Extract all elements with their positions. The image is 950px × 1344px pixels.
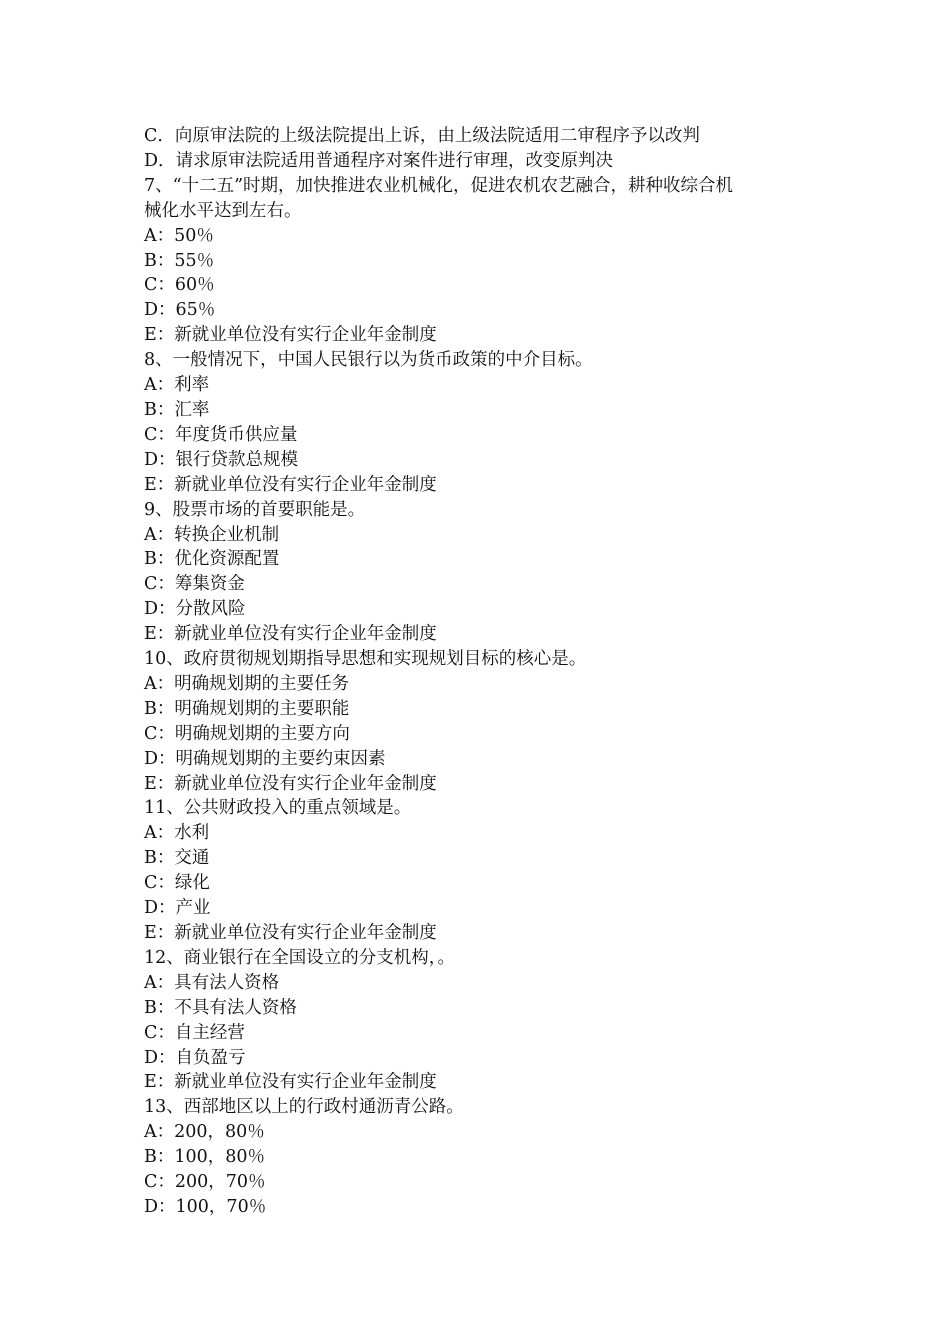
option-line: D：分散风险	[144, 599, 246, 620]
document-body	[144, 124, 814, 1220]
option-line: D：65％	[144, 300, 216, 321]
option-line: A：水利	[144, 823, 210, 844]
option-line: B：100，80％	[144, 1147, 266, 1168]
option-line: C：绿化	[144, 873, 210, 894]
question-line: 12、商业银行在全国设立的分支机构，。	[144, 947, 456, 968]
question-line: 械化水平达到左右。	[144, 200, 302, 221]
option-line: C．向原审法院的上级法院提出上诉，由上级法院适用二审程序予以改判	[144, 126, 700, 146]
option-line: E：新就业单位没有实行企业年金制度	[144, 1072, 437, 1093]
question-line: 8、一般情况下，中国人民银行以为货币政策的中介目标。	[144, 350, 593, 371]
option-line: E：新就业单位没有实行企业年金制度	[144, 624, 437, 645]
option-line: C：自主经营	[144, 1022, 245, 1043]
option-line: C：年度货币供应量	[144, 424, 298, 445]
option-line: C：筹集资金	[144, 574, 245, 595]
option-line: D：产业	[144, 898, 211, 919]
option-line: D．请求原审法院适用普通程序对案件进行审理，改变原判决	[144, 150, 614, 171]
option-line: B：优化资源配置	[144, 549, 280, 570]
option-line: A：明确规划期的主要任务	[144, 673, 350, 694]
option-line: D：银行贷款总规模	[144, 449, 299, 470]
question-line: 7、“十二五”时期，加快推进农业机械化，促进农机农艺融合，耕种收综合机	[144, 175, 734, 196]
option-line: D：自负盈亏	[144, 1047, 246, 1068]
option-line: D：明确规划期的主要约束因素	[144, 748, 386, 769]
option-line: E：新就业单位没有实行企业年金制度	[144, 773, 437, 794]
option-line: A：200，80％	[144, 1122, 265, 1143]
question-line: 11、公共财政投入的重点领域是。	[144, 798, 412, 819]
option-line: B：交通	[144, 848, 210, 869]
option-line: C：60％	[144, 275, 215, 296]
option-line: D：100，70％	[144, 1196, 267, 1217]
option-line: B：汇率	[144, 399, 210, 420]
option-line: C：明确规划期的主要方向	[144, 723, 350, 744]
question-line: 13、西部地区以上的行政村通沥青公路。	[144, 1097, 464, 1118]
question-line: 10、政府贯彻规划期指导思想和实现规划目标的核心是。	[144, 649, 587, 670]
option-line: B：不具有法人资格	[144, 997, 297, 1018]
question-line: 9、股票市场的首要职能是。	[144, 499, 366, 520]
option-line: E：新就业单位没有实行企业年金制度	[144, 474, 437, 495]
option-line: B：明确规划期的主要职能	[144, 698, 350, 719]
option-line: A：转换企业机制	[144, 524, 280, 545]
option-line: E：新就业单位没有实行企业年金制度	[144, 923, 437, 943]
option-line: A：50％	[144, 225, 214, 246]
option-line: C：200，70％	[144, 1172, 266, 1193]
option-line: A：具有法人资格	[144, 972, 280, 993]
option-line: B：55％	[144, 250, 215, 271]
option-line: A：利率	[144, 375, 210, 396]
option-line: E：新就业单位没有实行企业年金制度	[144, 325, 437, 346]
